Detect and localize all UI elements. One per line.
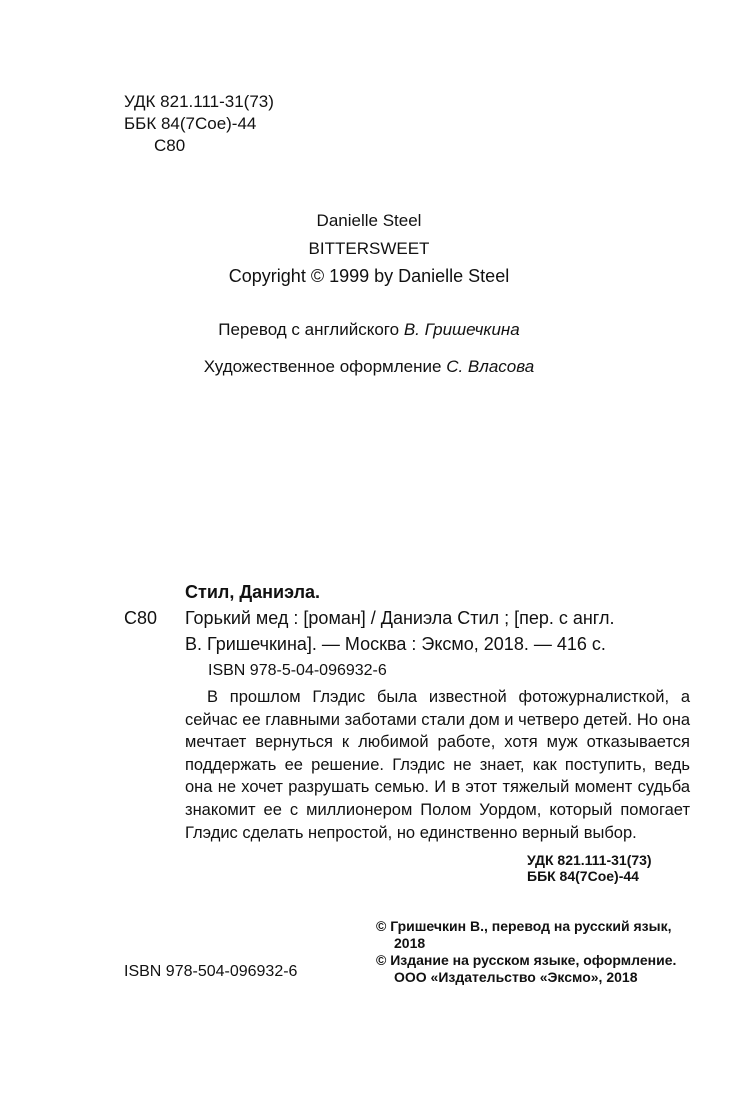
udk-code: УДК 821.111-31(73)	[124, 92, 274, 111]
designer-name: С. Власова	[446, 357, 535, 376]
copyright-translation-line2: 2018	[394, 935, 426, 951]
catalog-author-heading: Стил, Даниэла.	[185, 582, 321, 602]
original-copyright: Copyright © 1999 by Danielle Steel	[228, 266, 510, 286]
original-title: BITTERSWEET	[308, 239, 430, 258]
catalog-udk: УДК 821.111-31(73)	[527, 852, 652, 868]
original-author: Danielle Steel	[316, 211, 422, 230]
catalog-isbn: ISBN 978-5-04-096932-6	[208, 662, 387, 679]
bbk-code: ББК 84(7Сое)-44	[124, 114, 257, 133]
catalog-author-mark: С80	[124, 608, 158, 628]
footer-isbn: ISBN 978-504-096932-6	[124, 963, 298, 980]
copyright-block	[376, 918, 676, 986]
translation-label: Перевод с английского	[218, 320, 400, 339]
author-mark: С80	[154, 136, 186, 155]
catalog-description-line2: В. Гришечкина]. — Москва : Эксмо, 2018. — 416 с.	[185, 634, 606, 654]
catalog-description-line1: Горький мед : [роман] / Даниэла Стил ; [пер. с англ.	[185, 608, 615, 628]
catalog-annotation: В прошлом Глэдис была известной фотожурналисткой, а сейчас ее главными заботами стали дом и четверо детей. Но она мечтает вернуться к любимой работе, хотя муж отказывается поддержать ее решение. Глэдис не знает, как поступить, ведь она не хочет разрушать семью. И в этот тяжелый момент судьба знакомит ее с миллионером Полом Уордом, который помогает Глэдис сделать непростой, но единственно верный выбор.	[185, 688, 690, 842]
translation-credit	[0, 320, 738, 340]
copyright-edition-line2: ООО «Издательство «Эксмо», 2018	[394, 969, 638, 985]
copyright-translation-line1: © Гришечкин В., перевод на русский язык,	[376, 918, 672, 934]
copyright-edition-line1: © Издание на русском языке, оформление.	[376, 952, 677, 968]
translator-name: В. Гришечкина	[403, 320, 520, 339]
design-credit	[0, 357, 738, 377]
catalog-bbk: ББК 84(7Сое)-44	[527, 868, 639, 884]
design-label: Художественное оформление	[203, 357, 442, 376]
